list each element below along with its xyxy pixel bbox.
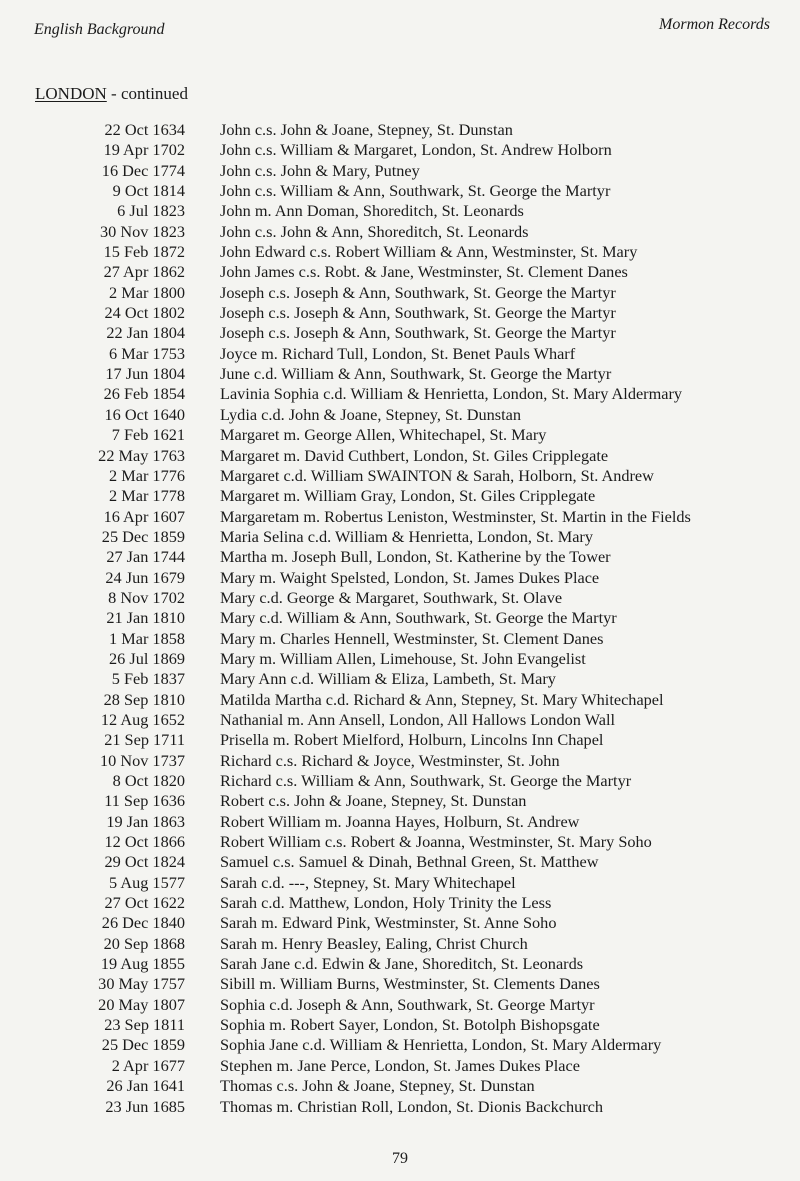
record-date: 1 Mar 1858 [109, 628, 185, 648]
record-row [0, 893, 800, 913]
record-date: 26 Jan 1641 [106, 1076, 185, 1096]
record-date: 12 Oct 1866 [104, 832, 185, 852]
record-entry: Thomas c.s. John & Joane, Stepney, St. Dunstan [220, 1076, 535, 1096]
record-row [0, 608, 800, 628]
record-row [0, 791, 800, 811]
record-row [0, 262, 800, 282]
record-date: 23 Jun 1685 [105, 1096, 185, 1116]
record-row [0, 140, 800, 160]
record-entry: Mary m. Waight Spelsted, London, St. James Dukes Place [220, 567, 600, 587]
record-date: 17 Jun 1804 [105, 364, 185, 384]
record-row [0, 344, 800, 364]
record-row [0, 507, 800, 527]
record-date: 10 Nov 1737 [99, 750, 185, 770]
record-row [0, 954, 800, 974]
record-entry: Mary c.d. George & Margaret, Southwark, St. Olave [220, 587, 563, 607]
record-date: 25 Dec 1859 [101, 526, 185, 546]
section-suffix: - continued [106, 84, 188, 103]
record-entry: Joseph c.s. Joseph & Ann, Southwark, St. George the Martyr [220, 282, 616, 302]
record-entry: Richard c.s. William & Ann, Southwark, St. George the Martyr [220, 771, 632, 790]
record-entry: Robert c.s. John & Joane, Stepney, St. Dunstan [220, 791, 527, 811]
record-entry: Sarah c.d. Matthew, London, Holy Trinity the Less [220, 893, 552, 913]
record-row [0, 201, 800, 221]
record-row [0, 710, 800, 730]
record-row [0, 852, 800, 872]
record-date: 20 Sep 1868 [103, 933, 185, 953]
record-date: 30 Nov 1823 [99, 221, 185, 241]
record-row [0, 466, 800, 486]
record-entry: John c.s. John & Joane, Stepney, St. Dunstan [220, 120, 513, 139]
record-row [0, 751, 800, 771]
record-date: 27 Apr 1862 [103, 262, 185, 282]
records-list [0, 120, 800, 1117]
record-date: 11 Sep 1636 [104, 791, 185, 811]
record-row [0, 384, 800, 404]
record-entry: Martha m. Joseph Bull, London, St. Katherine by the Tower [220, 547, 611, 567]
record-date: 26 Jul 1869 [109, 648, 185, 668]
record-date: 15 Feb 1872 [103, 242, 185, 262]
record-entry: Margaret m. George Allen, Whitechapel, St. Mary [220, 425, 547, 445]
record-date: 26 Feb 1854 [103, 384, 185, 404]
record-row [0, 1056, 800, 1076]
record-row [0, 547, 800, 567]
record-entry: Sarah c.d. ---, Stepney, St. Mary Whitechapel [220, 872, 516, 892]
record-entry: Mary m. William Allen, Limehouse, St. John Evangelist [220, 648, 586, 668]
record-date: 6 Mar 1753 [109, 343, 185, 363]
record-date: 19 Apr 1702 [103, 140, 185, 160]
record-row [0, 995, 800, 1015]
record-entry: John c.s. William & Ann, Southwark, St. George the Martyr [220, 181, 611, 201]
record-row [0, 222, 800, 242]
record-row [0, 242, 800, 262]
record-row [0, 913, 800, 933]
record-row [0, 181, 800, 201]
record-entry: Margaret c.d. William SWAINTON & Sarah, Holborn, St. Andrew [220, 465, 654, 485]
record-date: 6 Jul 1823 [117, 201, 185, 221]
record-entry: Sophia Jane c.d. William & Henrietta, London, St. Mary Aldermary [220, 1035, 662, 1055]
record-entry: John c.s. John & Mary, Putney [220, 160, 420, 180]
record-date: 7 Feb 1621 [111, 425, 185, 445]
record-entry: Sibill m. William Burns, Westminster, St. Clements Danes [220, 974, 600, 994]
record-row [0, 1015, 800, 1035]
record-entry: Robert William c.s. Robert & Joanna, Westminster, St. Mary Soho [220, 832, 652, 852]
record-date: 21 Sep 1711 [104, 730, 185, 750]
record-entry: Nathanial m. Ann Ansell, London, All Hallows London Wall [220, 709, 615, 729]
record-entry: Sophia m. Robert Sayer, London, St. Botolph Bishopsgate [220, 1015, 600, 1035]
record-row [0, 690, 800, 710]
record-row [0, 730, 800, 750]
record-entry: Samuel c.s. Samuel & Dinah, Bethnal Green, St. Matthew [220, 852, 599, 872]
record-entry: Thomas m. Christian Roll, London, St. Dionis Backchurch [220, 1096, 604, 1116]
record-row [0, 405, 800, 425]
record-entry: John James c.s. Robt. & Jane, Westminster, St. Clement Danes [220, 262, 628, 282]
record-entry: Sarah Jane c.d. Edwin & Jane, Shoreditch, St. Leonards [220, 954, 584, 974]
record-entry: Mary c.d. William & Ann, Southwark, St. George the Martyr [220, 608, 617, 628]
record-entry: Matilda Martha c.d. Richard & Ann, Stepney, St. Mary Whitechapel [220, 689, 664, 709]
record-date: 5 Feb 1837 [111, 669, 185, 689]
record-entry: Margaretam m. Robertus Leniston, Westminster, St. Martin in the Fields [220, 506, 691, 526]
record-date: 5 Aug 1577 [109, 872, 185, 892]
record-entry: Sophia c.d. Joseph & Ann, Southwark, St. George Martyr [220, 994, 595, 1014]
record-date: 23 Sep 1811 [104, 1015, 185, 1035]
record-date: 20 May 1807 [98, 994, 185, 1014]
record-row [0, 1097, 800, 1117]
record-entry: Joseph c.s. Joseph & Ann, Southwark, St. George the Martyr [220, 303, 616, 323]
running-header-right: Mormon Records [659, 16, 770, 33]
record-entry: John c.s. William & Margaret, London, St. Andrew Holborn [220, 140, 612, 160]
record-date: 16 Dec 1774 [101, 160, 185, 180]
record-date: 30 May 1757 [98, 974, 185, 994]
record-date: 2 Mar 1800 [109, 282, 185, 302]
record-entry: Margaret m. David Cuthbert, London, St. Giles Cripplegate [220, 445, 609, 465]
record-row [0, 649, 800, 669]
section-city: LONDON [35, 84, 107, 103]
record-date: 25 Dec 1859 [101, 1035, 185, 1055]
record-entry: John c.s. John & Ann, Shoreditch, St. Leonards [220, 221, 529, 241]
record-row [0, 364, 800, 384]
record-date: 24 Oct 1802 [104, 303, 185, 323]
record-row [0, 161, 800, 181]
record-row [0, 934, 800, 954]
record-row [0, 120, 800, 140]
record-row [0, 832, 800, 852]
record-entry: Lavinia Sophia c.d. William & Henrietta, London, St. Mary Aldermary [220, 384, 683, 404]
record-row [0, 1076, 800, 1096]
record-row [0, 527, 800, 547]
record-entry: Mary Ann c.d. William & Eliza, Lambeth, St. Mary [220, 669, 556, 689]
record-date: 24 Jun 1679 [105, 567, 185, 587]
record-date: 21 Jan 1810 [106, 608, 185, 628]
record-date: 2 Apr 1677 [111, 1055, 185, 1075]
record-row [0, 425, 800, 445]
record-row [0, 323, 800, 343]
record-row [0, 629, 800, 649]
record-date: 9 Oct 1814 [112, 181, 185, 201]
record-date: 16 Apr 1607 [103, 506, 185, 526]
record-date: 22 Jan 1804 [106, 323, 185, 343]
record-entry: Joseph c.s. Joseph & Ann, Southwark, St. George the Martyr [220, 323, 616, 343]
record-row [0, 303, 800, 323]
record-entry: Sarah m. Edward Pink, Westminster, St. Anne Soho [220, 913, 557, 933]
record-entry: John m. Ann Doman, Shoreditch, St. Leonards [220, 201, 524, 221]
record-date: 29 Oct 1824 [104, 852, 185, 872]
record-date: 27 Oct 1622 [104, 893, 185, 913]
record-entry: Stephen m. Jane Perce, London, St. James Dukes Place [220, 1055, 580, 1075]
record-entry: Lydia c.d. John & Joane, Stepney, St. Dunstan [220, 404, 522, 424]
section-heading [35, 84, 188, 104]
record-entry: Joyce m. Richard Tull, London, St. Benet Pauls Wharf [220, 343, 576, 363]
record-date: 19 Jan 1863 [106, 811, 185, 831]
record-date: 28 Sep 1810 [103, 689, 185, 709]
record-date: 22 May 1763 [98, 445, 185, 465]
record-entry: Robert William m. Joanna Hayes, Holburn, St. Andrew [220, 811, 580, 831]
page-number: 79 [392, 1150, 408, 1167]
record-row [0, 812, 800, 832]
record-date: 8 Oct 1820 [112, 771, 185, 790]
record-date: 27 Jan 1744 [106, 547, 185, 567]
record-date: 26 Dec 1840 [101, 913, 185, 933]
record-row [0, 283, 800, 303]
record-entry: Margaret m. William Gray, London, St. Giles Cripplegate [220, 486, 596, 506]
record-entry: Mary m. Charles Hennell, Westminster, St. Clement Danes [220, 628, 604, 648]
record-date: 8 Nov 1702 [108, 587, 185, 607]
record-entry: Richard c.s. Richard & Joyce, Westminster, St. John [220, 750, 560, 770]
record-row [0, 873, 800, 893]
record-date: 16 Oct 1640 [104, 404, 185, 424]
record-row [0, 1035, 800, 1055]
record-date: 19 Aug 1855 [100, 954, 185, 974]
running-header-left: English Background [34, 21, 165, 38]
record-row [0, 771, 800, 791]
record-row [0, 568, 800, 588]
record-entry: June c.d. William & Ann, Southwark, St. George the Martyr [220, 364, 612, 384]
record-date: 2 Mar 1778 [109, 486, 185, 506]
record-entry: John Edward c.s. Robert William & Ann, Westminster, St. Mary [220, 242, 638, 262]
record-row [0, 486, 800, 506]
record-date: 12 Aug 1652 [100, 709, 185, 729]
record-row [0, 588, 800, 608]
record-row [0, 974, 800, 994]
record-entry: Sarah m. Henry Beasley, Ealing, Christ Church [220, 933, 528, 953]
record-entry: Maria Selina c.d. William & Henrietta, London, St. Mary [220, 526, 593, 546]
record-row [0, 669, 800, 689]
record-date: 22 Oct 1634 [104, 120, 185, 139]
record-row [0, 446, 800, 466]
record-entry: Prisella m. Robert Mielford, Holburn, Lincolns Inn Chapel [220, 730, 604, 750]
record-date: 2 Mar 1776 [109, 465, 185, 485]
